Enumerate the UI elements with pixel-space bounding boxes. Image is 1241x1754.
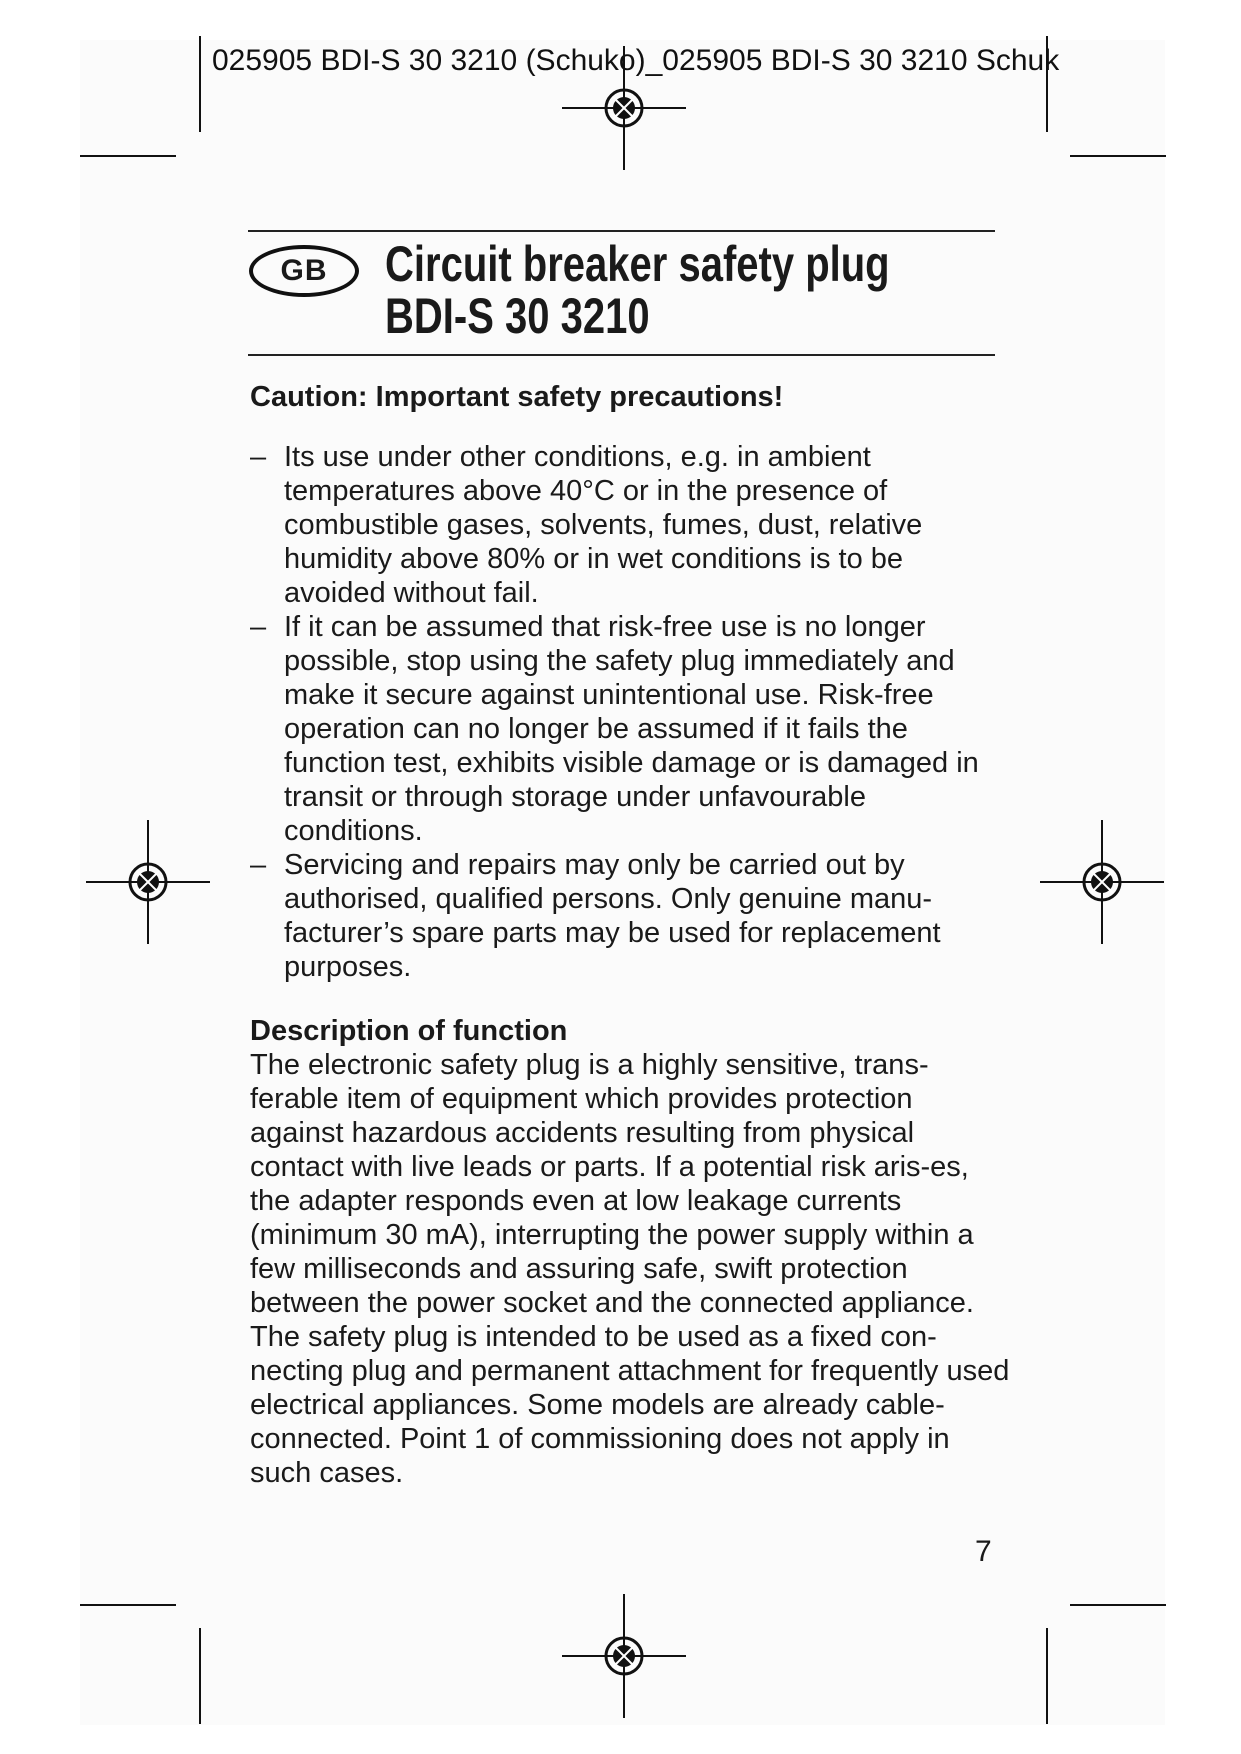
page-number: 7 — [975, 1535, 992, 1568]
title-top-rule — [248, 230, 995, 232]
crop-mark-bottom-left-horizontal — [80, 1604, 176, 1606]
crop-mark-bottom-left-vertical — [199, 1628, 201, 1724]
country-badge: GB — [249, 245, 359, 297]
caution-list — [250, 440, 1010, 984]
description-heading: Description of function — [250, 1015, 568, 1047]
description-paragraph: The safety plug is intended to be used as a fixed con-necting plug and permanent attachment for frequently used electrical appliances. Some models are already cable-connected. Point 1 of commissioning does not apply in such cases. — [250, 1321, 1010, 1489]
caution-heading: Caution: Important safety precautions! — [250, 381, 784, 413]
crop-mark-bottom-right-horizontal — [1070, 1604, 1166, 1606]
page-title — [385, 238, 890, 342]
bullet-dash: – — [250, 611, 267, 643]
registration-mark-bottom — [562, 1594, 686, 1718]
registration-mark-left — [86, 820, 210, 944]
caution-item-text: If it can be assumed that risk-free use is no longer possible, stop using the safety plug immediately and make it secure against unintentional use. Risk-free operation can no longer be assumed if it fails the function test, exhibits visible damage or is damaged in transit or through storage under unfavourable conditions. — [284, 611, 979, 847]
caution-item — [250, 440, 1010, 610]
caution-item-text: Servicing and repairs may only be carried out by authorised, qualified persons. Only genuine manu-facturer’s spare parts may be used for replacement purposes. — [284, 849, 941, 983]
title-line-1: Circuit breaker safety plug — [385, 236, 890, 292]
title-line-2: BDI-S 30 3210 — [385, 288, 650, 344]
print-slug-line: 025905 BDI-S 30 3210 (Schuko)_025905 BDI-S 30 3210 Schuk — [212, 44, 1060, 77]
caution-item — [250, 848, 1010, 984]
crop-mark-bottom-right-vertical — [1046, 1628, 1048, 1724]
bullet-dash: – — [250, 441, 267, 473]
title-bottom-rule — [248, 354, 995, 356]
caution-item — [250, 610, 1010, 848]
crop-mark-top-left-horizontal — [80, 155, 176, 157]
main-content — [250, 380, 1010, 1490]
crop-mark-top-left-vertical — [199, 36, 201, 132]
description-paragraph: The electronic safety plug is a highly sensitive, trans-ferable item of equipment which provides protection against hazardous accidents resulting from physical contact with live leads or parts. If a potential risk aris-es, the adapter responds even at low leakage currents (minimum 30 mA), interrupting the power supply within a few milliseconds and assuring safe, swift protection between the power socket and the connected appliance. — [250, 1049, 974, 1319]
caution-item-text: Its use under other conditions, e.g. in ambient temperatures above 40°C or in the presence of combustible gases, solvents, fumes, dust, relative humidity above 80% or in wet conditions is to be avoided without fail. — [284, 441, 923, 609]
bullet-dash: – — [250, 849, 267, 881]
registration-mark-right — [1040, 820, 1164, 944]
crop-mark-top-right-horizontal — [1070, 155, 1166, 157]
